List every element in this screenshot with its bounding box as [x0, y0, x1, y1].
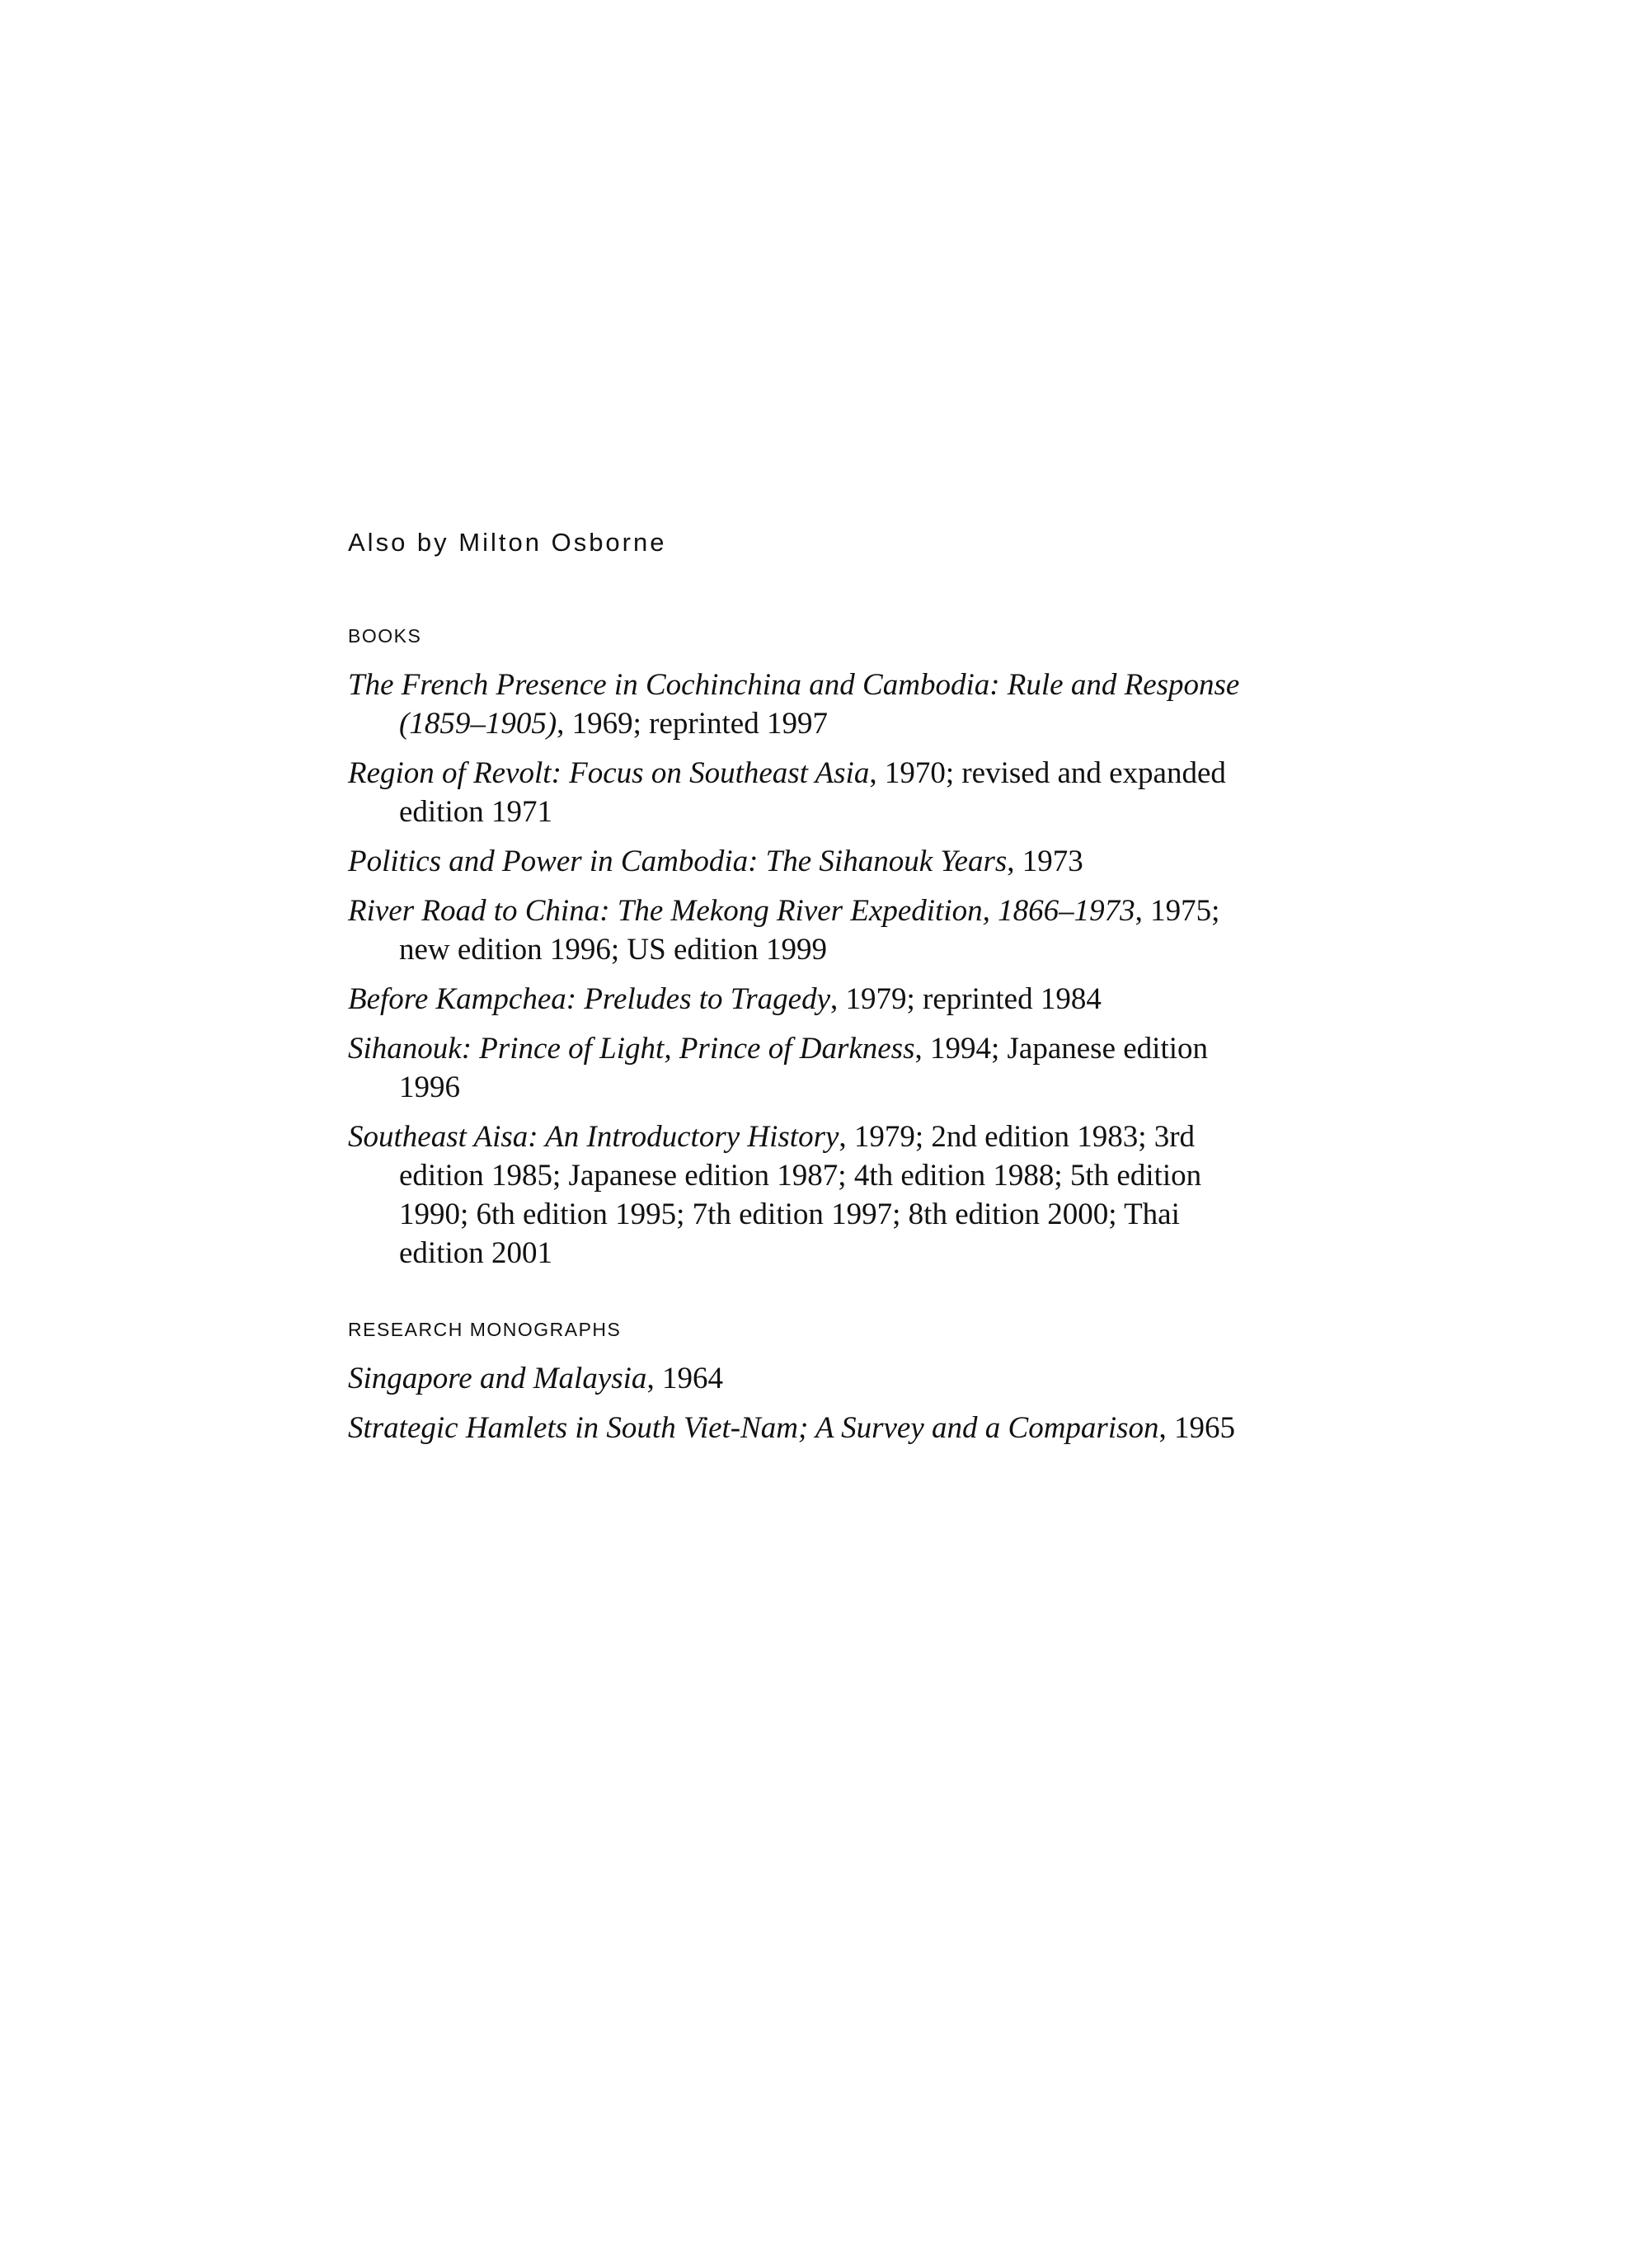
monograph-details: , 1964: [646, 1362, 723, 1395]
book-details: , 1979; reprinted 1984: [830, 982, 1102, 1016]
monograph-title: Strategic Hamlets in South Viet-Nam; A Survey and a Comparison: [348, 1411, 1159, 1445]
book-title: The French Presence in Cochinchina and Cambodia: Rule and Response (1859–1905): [348, 668, 1240, 741]
book-details: , 1979; 2nd edition 1983; 3rd edition 1985; Japanese edition 1987; 4th edition 1988; 5th edition 1990; 6th edition 1995; 7th edition 1997; 8th edition 2000; Thai edition 2001: [399, 1120, 1202, 1270]
book-details: , 1970; revised and expanded edition 1971: [399, 756, 1226, 829]
monographs-section: [348, 1319, 1271, 1447]
book-entry: [348, 754, 1271, 831]
also-by-page: [348, 528, 1271, 1458]
book-entry: [348, 842, 1271, 881]
book-entry: [348, 1029, 1271, 1107]
monographs-list: [348, 1359, 1271, 1447]
book-title: Region of Revolt: Focus on Southeast Asia: [348, 756, 870, 790]
book-title: River Road to China: The Mekong River Expedition, 1866–1973: [348, 894, 1135, 928]
monograph-entry: [348, 1409, 1271, 1447]
book-entry: [348, 892, 1271, 969]
section-label-monographs: RESEARCH MONOGRAPHS: [348, 1319, 622, 1340]
page-heading: Also by Milton Osborne: [348, 528, 667, 557]
book-title: Southeast Aisa: An Introductory History: [348, 1120, 839, 1154]
monograph-entry: [348, 1359, 1271, 1398]
book-details: , 1994; Japanese edition 1996: [399, 1032, 1209, 1104]
books-list: [348, 666, 1271, 1273]
monograph-details: , 1965: [1158, 1411, 1235, 1445]
book-details: , 1973: [1007, 845, 1083, 878]
book-title: Politics and Power in Cambodia: The Sihanouk Years: [348, 845, 1008, 878]
book-details: , 1975; new edition 1996; US edition 1999: [399, 894, 1220, 967]
book-details: , 1969; reprinted 1997: [557, 707, 828, 741]
book-entry: [348, 666, 1271, 743]
book-title: Sihanouk: Prince of Light, Prince of Darkness: [348, 1032, 915, 1066]
book-entry: [348, 980, 1271, 1019]
book-title: Before Kampchea: Preludes to Tragedy: [348, 982, 831, 1016]
monograph-title: Singapore and Malaysia: [348, 1362, 647, 1395]
section-label-books: BOOKS: [348, 625, 422, 647]
book-entry: [348, 1118, 1271, 1273]
books-section: [348, 625, 1271, 1273]
